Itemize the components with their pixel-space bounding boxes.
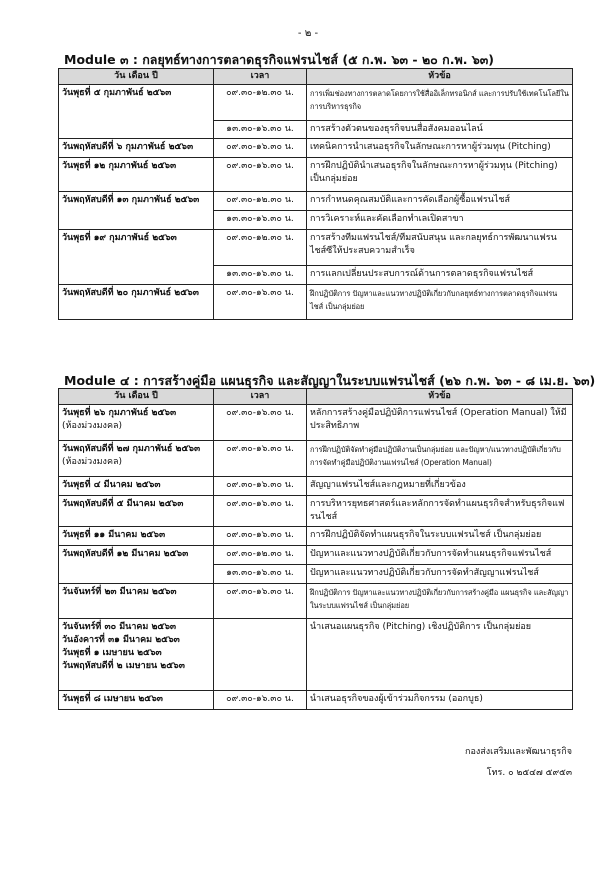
table-row bbox=[59, 85, 573, 121]
date-text: วันพุธที่ ๔ มีนาคม ๒๕๖๓ bbox=[62, 480, 161, 490]
date-text: วันพุธที่ ๑๒ กุมภาพันธ์ ๒๕๖๓ bbox=[62, 161, 177, 171]
date-text: วันพฤหัสบดีที่ ๖ กุมภาพันธ์ ๒๕๖๓ bbox=[62, 142, 194, 152]
module-4-table bbox=[58, 388, 573, 710]
table-row bbox=[59, 192, 573, 211]
header-row bbox=[59, 69, 573, 85]
table-row bbox=[59, 477, 573, 496]
date-text: วันพุธที่ ๒๖ กุมภาพันธ์ ๒๕๖๓ bbox=[62, 408, 177, 418]
time-cell: ๐๙.๓๐-๑๖.๓๐ น. bbox=[214, 691, 307, 710]
header-topic: หัวข้อ bbox=[307, 389, 573, 405]
table-row bbox=[59, 139, 573, 158]
table-row bbox=[59, 405, 573, 441]
date-text: วันพุธที่ ๘ เมษายน ๒๕๖๓ bbox=[62, 694, 163, 704]
time-cell: ๑๓.๓๐-๑๖.๓๐ น. bbox=[214, 121, 307, 139]
table-row bbox=[59, 158, 573, 192]
date-text: วันพฤหัสบดีที่ ๑๒ มีนาคม ๒๕๖๓ bbox=[62, 549, 189, 559]
date-cell bbox=[59, 546, 214, 584]
topic-cell: การสร้างทีมแฟรนไชส์/ทีมสนับสนุน และกลยุทธ์การพัฒนาแฟรนไชส์ซีให้ประสบความสำเร็จ bbox=[307, 230, 573, 266]
time-cell: ๐๙.๓๐-๑๖.๓๐ น. bbox=[214, 139, 307, 158]
table-row bbox=[59, 546, 573, 565]
topic-cell: หลักการสร้างคู่มือปฏิบัติการแฟรนไชส์ (Operation Manual) ให้มีประสิทธิภาพ bbox=[307, 405, 573, 441]
date-cell bbox=[59, 477, 214, 496]
module-4-title: Module ๔ : การสร้างคู่มือ แผนธุรกิจ และสัญญาในระบบแฟรนไชส์ (๒๖ ก.พ. ๖๓ - ๘ เม.ย. ๖๓) bbox=[64, 373, 596, 388]
module-3-table bbox=[58, 68, 573, 320]
table-row bbox=[59, 230, 573, 266]
time-cell: ๐๙.๓๐-๑๖.๓๐ น. bbox=[214, 584, 307, 619]
table-row bbox=[59, 691, 573, 710]
header-date: วัน เดือน ปี bbox=[59, 389, 214, 405]
date-cell bbox=[59, 158, 214, 192]
time-cell: ๐๙.๓๐-๑๖.๓๐ น. bbox=[214, 527, 307, 546]
module-3-title: Module ๓ : กลยุทธ์ทางการตลาดธุรกิจแฟรนไชส์ (๕ ก.พ. ๖๓ - ๒๐ ก.พ. ๖๓) bbox=[64, 52, 495, 67]
header-topic: หัวข้อ bbox=[307, 69, 573, 85]
date-text: วันพฤหัสบดีที่ ๒๐ กุมภาพันธ์ ๒๕๖๓ bbox=[62, 288, 199, 298]
time-cell: ๐๙.๓๐-๑๒.๓๐ น. bbox=[214, 192, 307, 211]
date-text: วันอังคารที่ ๓๑ มีนาคม ๒๕๖๓ bbox=[62, 635, 180, 645]
header-row bbox=[59, 389, 573, 405]
date-cell bbox=[59, 619, 214, 691]
topic-cell: สัญญาแฟรนไชส์และกฎหมายที่เกี่ยวข้อง bbox=[307, 477, 573, 496]
topic-cell: ปัญหาและแนวทางปฏิบัติเกี่ยวกับการจัดทำแผนธุรกิจแฟรนไชส์ bbox=[307, 546, 573, 565]
topic-cell: ฝึกปฏิบัติการ ปัญหาและแนวทางปฏิบัติเกี่ยวกับกลยุทธ์ทางการตลาดธุรกิจแฟรนไชส์ เป็นกลุ่มย่อย bbox=[307, 285, 573, 320]
time-cell: ๑๓.๓๐-๑๖.๓๐ น. bbox=[214, 266, 307, 285]
date-cell bbox=[59, 527, 214, 546]
time-cell bbox=[214, 619, 307, 691]
date-cell bbox=[59, 192, 214, 230]
date-note: (ห้องม่วงมงคล) bbox=[62, 457, 122, 467]
date-cell bbox=[59, 139, 214, 158]
topic-cell: การฝึกปฏิบัตินำเสนอธุรกิจในลักษณะการหาผู้ร่วมทุน (Pitching) เป็นกลุ่มย่อย bbox=[307, 158, 573, 192]
time-cell: ๐๙.๓๐-๑๖.๓๐ น. bbox=[214, 441, 307, 477]
time-cell: ๐๙.๓๐-๑๖.๓๐ น. bbox=[214, 496, 307, 527]
topic-cell: การกำหนดคุณสมบัติและการคัดเลือกผู้ซื้อแฟรนไชส์ bbox=[307, 192, 573, 211]
time-cell: ๑๓.๓๐-๑๖.๓๐ น. bbox=[214, 211, 307, 230]
date-text: วันพฤหัสบดีที่ ๒ เมษายน ๒๕๖๓ bbox=[62, 661, 185, 671]
time-cell: ๐๙.๓๐-๑๖.๓๐ น. bbox=[214, 158, 307, 192]
topic-cell: ฝึกปฏิบัติการ ปัญหาและแนวทางปฏิบัติเกี่ยวกับการสร้างคู่มือ แผนธุรกิจ และสัญญาในระบบแฟรนไชส์ เป็นกลุ่มย่อย bbox=[307, 584, 573, 619]
date-text: วันพุธที่ ๑๑ มีนาคม ๒๕๖๓ bbox=[62, 530, 166, 540]
date-cell bbox=[59, 405, 214, 441]
date-text: วันพุธที่ ๕ กุมภาพันธ์ ๒๕๖๓ bbox=[62, 88, 172, 98]
date-cell bbox=[59, 691, 214, 710]
date-note: (ห้องม่วงมงคล) bbox=[62, 421, 122, 431]
table-row bbox=[59, 496, 573, 527]
date-cell bbox=[59, 441, 214, 477]
date-text: วันจันทร์ที่ ๓๐ มีนาคม ๒๕๖๓ bbox=[62, 622, 177, 632]
footer-phone: โทร. ๐ ๒๕๔๗ ๕๙๕๓ bbox=[486, 768, 572, 778]
date-text: วันพฤหัสบดีที่ ๒๗ กุมภาพันธ์ ๒๕๖๓ bbox=[62, 444, 201, 454]
time-cell: ๐๙.๓๐-๑๒.๓๐ น. bbox=[214, 546, 307, 565]
topic-cell: การบริหารยุทธศาสตร์และหลักการจัดทำแผนธุรกิจสำหรับธุรกิจแฟรนไชส์ bbox=[307, 496, 573, 527]
header-time: เวลา bbox=[214, 69, 307, 85]
date-text: วันพฤหัสบดีที่ ๕ มีนาคม ๒๕๖๓ bbox=[62, 499, 184, 509]
topic-cell: การแลกเปลี่ยนประสบการณ์ด้านการตลาดธุรกิจแฟรนไชส์ bbox=[307, 266, 573, 285]
time-cell: ๐๙.๓๐-๑๒.๓๐ น. bbox=[214, 85, 307, 121]
date-cell bbox=[59, 285, 214, 320]
page-number: - ๒ - bbox=[297, 28, 319, 39]
topic-cell: การฝึกปฏิบัติจัดทำแผนธุรกิจในระบบแฟรนไชส์ เป็นกลุ่มย่อย bbox=[307, 527, 573, 546]
topic-cell: การฝึกปฏิบัติจัดทำคู่มือปฏิบัติงานเป็นกลุ่มย่อย และปัญหา/แนวทางปฏิบัติเกี่ยวกับการจัดทำคู่มือปฏิบัติงานแฟรนไชส์ (Operation Manual) bbox=[307, 441, 573, 477]
date-cell bbox=[59, 496, 214, 527]
table-row bbox=[59, 584, 573, 619]
topic-cell: เทคนิคการนำเสนอธุรกิจในลักษณะการหาผู้ร่วมทุน (Pitching) bbox=[307, 139, 573, 158]
topic-cell: นำเสนอธุรกิจของผู้เข้าร่วมกิจกรรม (ออกบูธ) bbox=[307, 691, 573, 710]
date-cell bbox=[59, 85, 214, 139]
table-row bbox=[59, 285, 573, 320]
time-cell: ๑๓.๓๐-๑๖.๓๐ น. bbox=[214, 565, 307, 584]
table-row bbox=[59, 527, 573, 546]
time-cell: ๐๙.๓๐-๑๖.๓๐ น. bbox=[214, 477, 307, 496]
topic-cell: ปัญหาและแนวทางปฏิบัติเกี่ยวกับการจัดทำสัญญาแฟรนไชส์ bbox=[307, 565, 573, 584]
date-text: วันพุธที่ ๑ เมษายน ๒๕๖๓ bbox=[62, 648, 162, 658]
time-cell: ๐๙.๓๐-๑๖.๓๐ น. bbox=[214, 285, 307, 320]
date-text: วันพฤหัสบดีที่ ๑๓ กุมภาพันธ์ ๒๕๖๓ bbox=[62, 195, 200, 205]
date-cell bbox=[59, 584, 214, 619]
time-cell: ๐๙.๓๐-๑๖.๓๐ น. bbox=[214, 405, 307, 441]
topic-cell: นำเสนอแผนธุรกิจ (Pitching) เชิงปฏิบัติการ เป็นกลุ่มย่อย bbox=[307, 619, 573, 691]
header-date: วัน เดือน ปี bbox=[59, 69, 214, 85]
header-time: เวลา bbox=[214, 389, 307, 405]
date-text: วันจันทร์ที่ ๒๓ มีนาคม ๒๕๖๓ bbox=[62, 587, 177, 597]
topic-cell: การสร้างตัวตนของธุรกิจบนสื่อสังคมออนไลน์ bbox=[307, 121, 573, 139]
date-cell bbox=[59, 230, 214, 285]
time-cell: ๐๙.๓๐-๑๒.๓๐ น. bbox=[214, 230, 307, 266]
date-text: วันพุธที่ ๑๙ กุมภาพันธ์ ๒๕๖๓ bbox=[62, 233, 177, 243]
table-row bbox=[59, 441, 573, 477]
footer-org: กองส่งเสริมและพัฒนาธุรกิจ bbox=[465, 747, 572, 757]
topic-cell: การเพิ่มช่องทางการตลาดโดยการใช้สื่ออิเล็กทรอนิกส์ และการปรับใช้เทคโนโลยีในการบริหารธุรกิจ bbox=[307, 85, 573, 121]
table-row bbox=[59, 619, 573, 691]
topic-cell: การวิเคราะห์และคัดเลือกทำเลเปิดสาขา bbox=[307, 211, 573, 230]
